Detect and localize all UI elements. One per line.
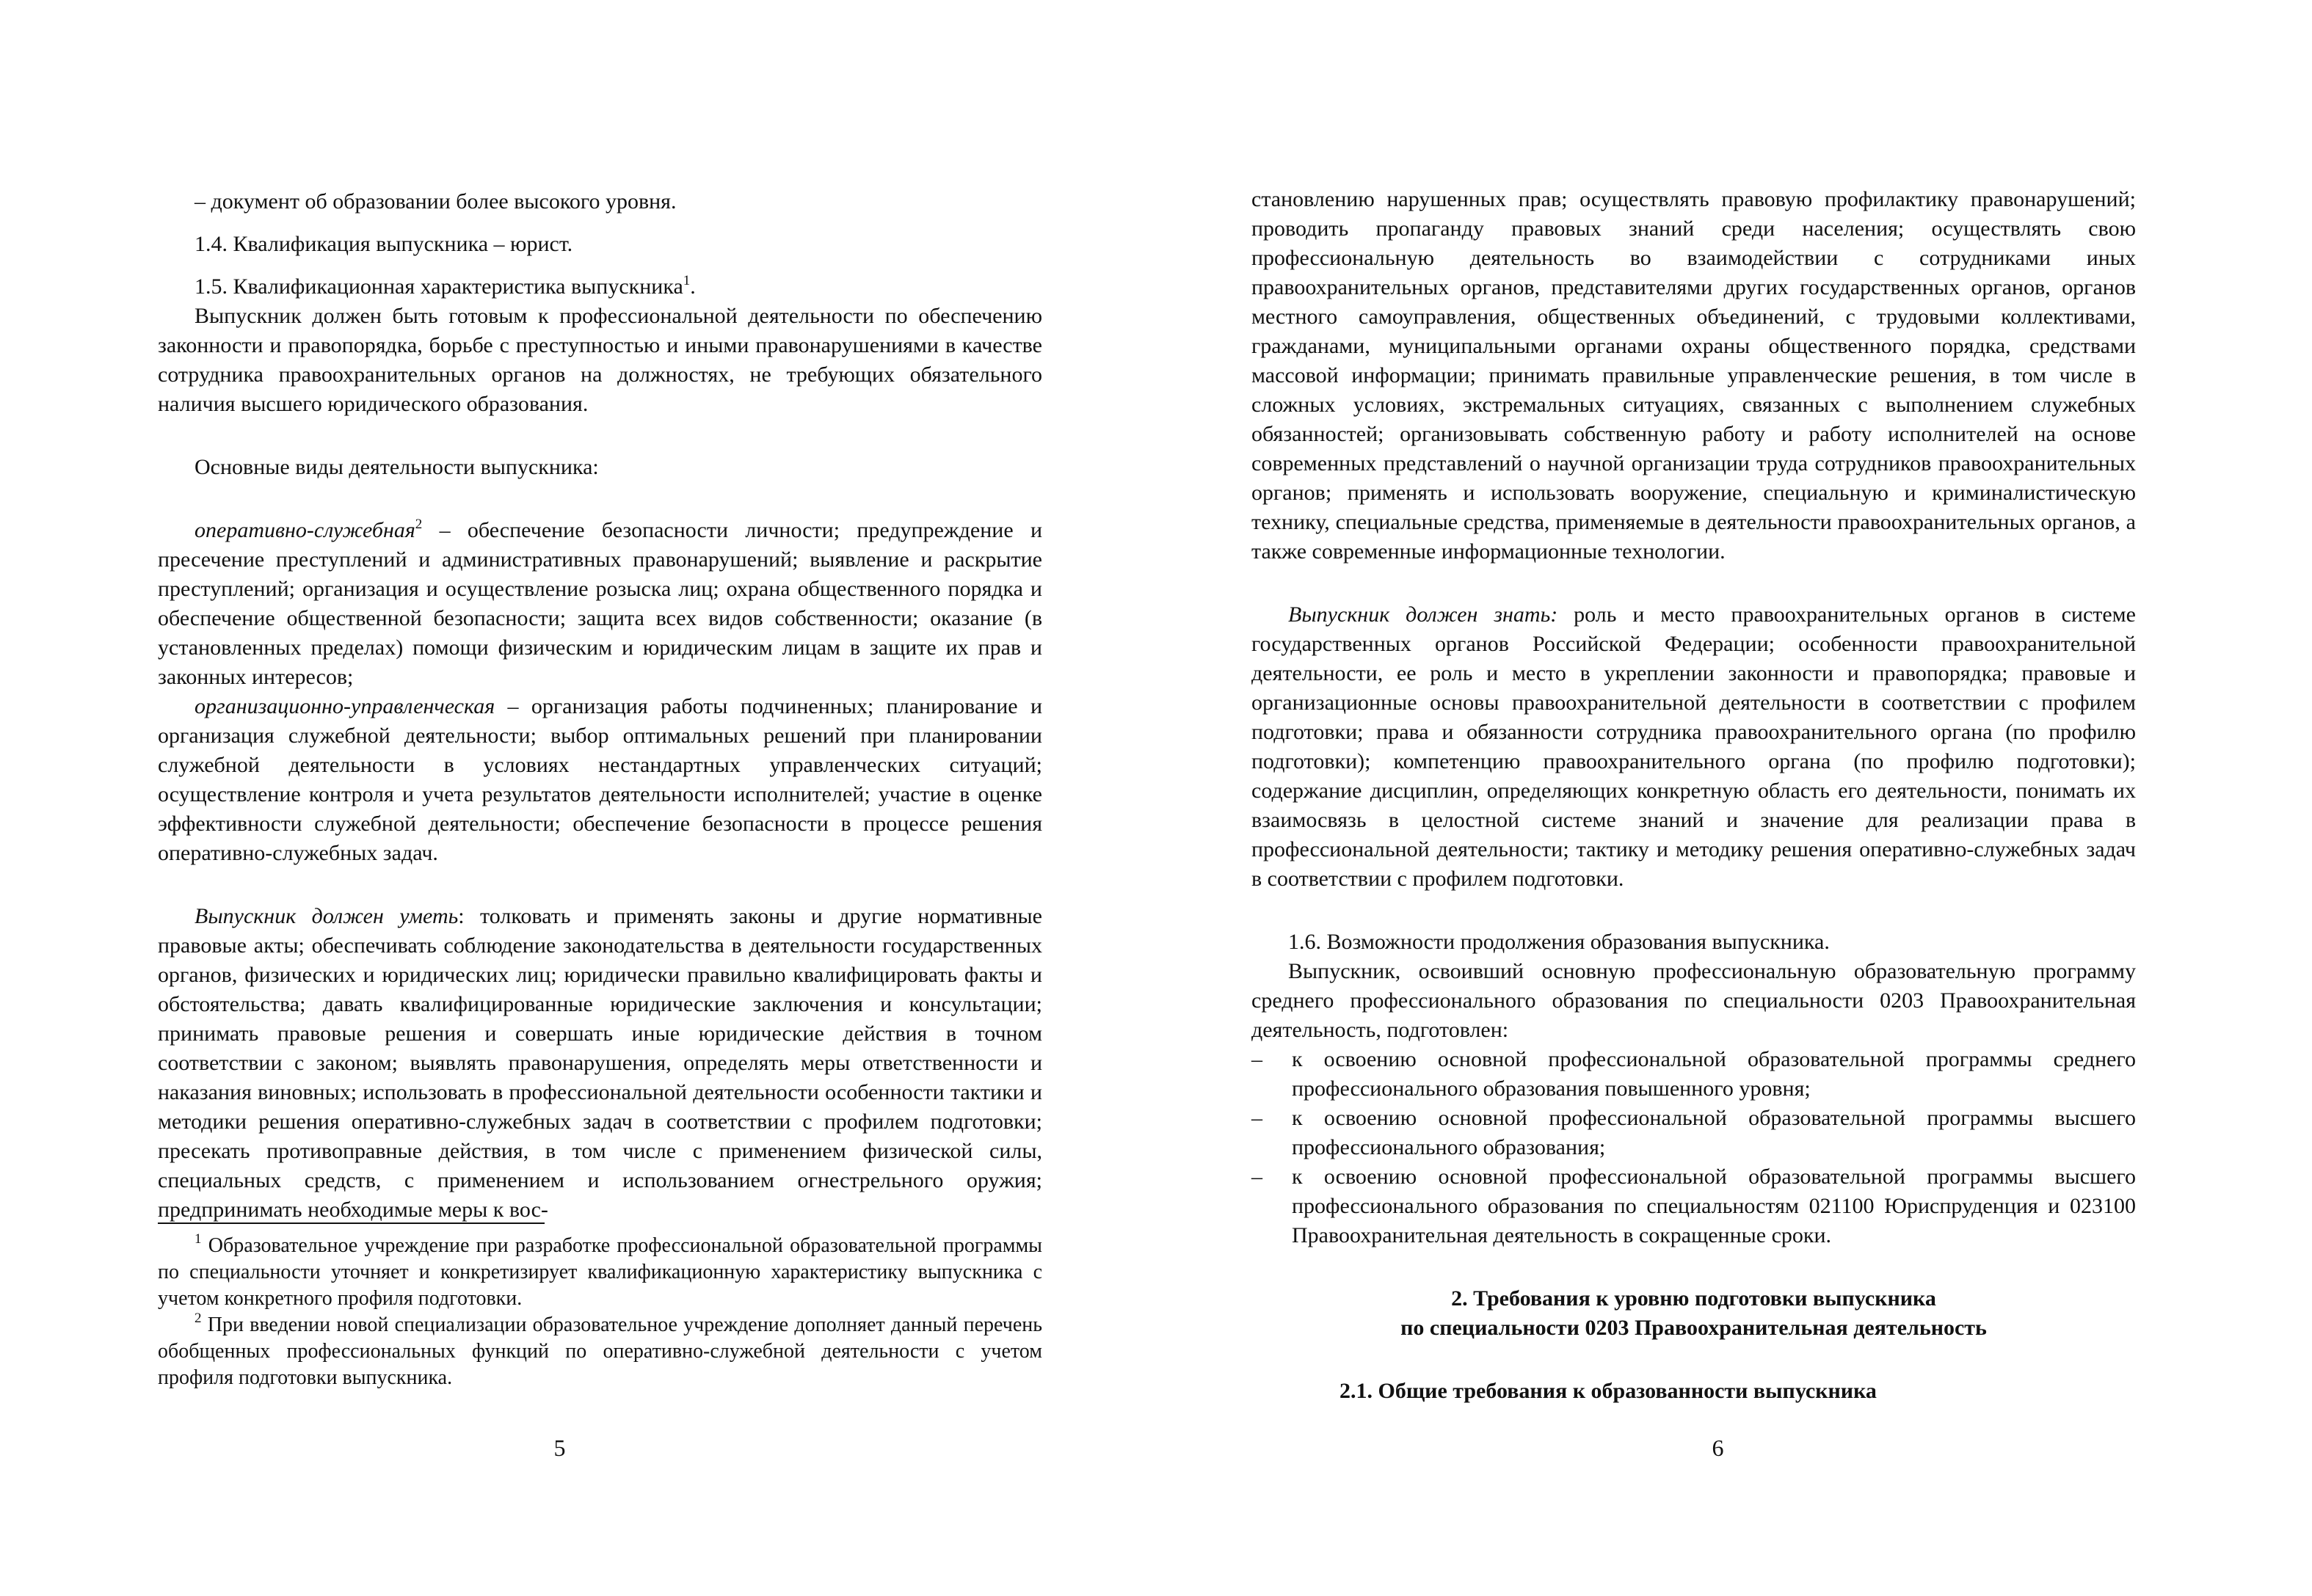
continuing-education-list xyxy=(1251,1045,2136,1250)
list-item xyxy=(1251,1162,2136,1250)
footnote-ref-2: 2 xyxy=(415,517,423,532)
continuation-paragraph: становлению нарушенных прав; осуществлять правовую профилактику правонарушений; проводить пропаганду правовых знаний среди населения; осуществлять свою профессиональную деятельность во взаимодействии с сотрудниками иных правоохранительных органов, представителями других государственных органов, органов местного самоуправления, общественных объединений, с трудовыми коллективами, гражданами, муниципальными органами охраны общественного порядка, средствами массовой информации; принимать правильные управленческие решения, в том числе в сложных условиях, экстремальных ситуациях, связанных с выполнением служебных обязанностей; организовывать собственную работу и работу исполнителей на основе современных представлений о научной организации труда сотрудников правоохранительных органов; применять и использовать вооружение, специальную и криминалистическую технику, специальные средства, применяемые в деятельности правоохранительных органов, а также современные информационные технологии. xyxy=(1251,187,2136,564)
right-page xyxy=(1156,0,2312,1596)
section-heading-line-1: 2. Требования к уровню подготовки выпускника xyxy=(1451,1286,1936,1311)
footnote-separator xyxy=(158,1222,545,1224)
list-item-text: к освоению основной профессиональной образовательной программы высшего профессионального образования; xyxy=(1292,1106,2136,1159)
left-page-body xyxy=(158,187,1042,1225)
knowledge-term: Выпускник должен знать: xyxy=(1288,602,1558,627)
right-page-body xyxy=(1251,185,2136,1406)
knowledge-paragraph xyxy=(1251,600,2136,894)
qualification-characteristic-item xyxy=(158,272,1042,302)
list-item-text: к освоению основной профессиональной образовательной программы высшего профессионального образования по специальностям 021100 Юриспруденция и 023100 Правоохранительная деятельность в сокращенные сроки. xyxy=(1292,1165,2136,1247)
dash-bullet: – xyxy=(1251,1047,1262,1071)
footnote-ref-1: 1 xyxy=(683,273,691,288)
qualification-item: 1.4. Квалификация выпускника – юрист. xyxy=(195,232,573,256)
list-item-text: к освоению основной профессиональной образовательной программы среднего профессионального образования повышенного уровня; xyxy=(1292,1047,2136,1101)
intro-paragraph: Выпускник должен быть готовым к профессиональной деятельности по обеспечению законности и правопорядка, борьбе с преступностью и иными правонарушениями в качестве сотрудника правоохранительных органов на должностях, не требующих обязательного наличия высшего юридического образования. xyxy=(158,304,1042,416)
list-item xyxy=(1251,1104,2136,1162)
dash-bullet: – xyxy=(1251,1106,1262,1130)
item-1-5-text: 1.5. Квалификационная характеристика выпускника xyxy=(195,274,683,299)
skills-text: : толковать и применять законы и другие нормативные правовые акты; обеспечивать соблюдение законодательства в деятельности государственных органов, физических и юридических лиц; юридически правильно квалифицировать факты и обстоятельства; давать квалифицированные юридические заключения и консультации; принимать правовые решения и совершать иные юридические действия в точном соответствии с законом; выявлять правонарушения, определять меры ответственности и наказания виновных; использовать в профессиональной деятельности особенности тактики и методики решения оперативно-служебных задач в соответствии с профилем подготовки; пресекать противоправные действия, в том числе с применением физической силы, специальных средств, с применением и использованием огнестрельного оружия; предпринимать необходимые меры к вос- xyxy=(158,904,1042,1222)
footnotes xyxy=(158,1233,1042,1391)
footnote-2 xyxy=(158,1312,1042,1391)
management-text: – организация работы подчиненных; планирование и организация служебной деятельности; выбор оптимальных решений при планировании служебной деятельности в условиях нестандартных управленческих ситуаций; осуществление контроля и учета результатов деятельности исполнителей; участие в оценке эффективности служебной деятельности; обеспечение безопасности в процессе решения оперативно-служебных задач. xyxy=(158,694,1042,865)
management-term: организационно-управленческая xyxy=(195,694,495,718)
list-item xyxy=(1251,1045,2136,1104)
page-number-left: 5 xyxy=(553,1435,566,1461)
skills-paragraph xyxy=(158,902,1042,1225)
activities-heading: Основные виды деятельности выпускника: xyxy=(195,455,599,479)
footnote-1-text: Образовательное учреждение при разработке профессиональной образовательной программы по специальности уточняет и конкретизирует квалификационную характеристику выпускника с учетом конкретного профиля подготовки. xyxy=(158,1234,1042,1310)
skills-term: Выпускник должен уметь xyxy=(195,904,459,928)
continuing-education-paragraph: Выпускник, освоивший основную профессиональную образовательную программу среднего профессионального образования по специальности 0203 Правоохранительная деятельность, подготовлен: xyxy=(1251,959,2136,1042)
continuing-education-item: 1.6. Возможности продолжения образования выпускника. xyxy=(1288,930,1830,954)
dash-bullet: – xyxy=(1251,1165,1262,1189)
operational-text: – обеспечение безопасности личности; предупреждение и пресечение преступлений и административных правонарушений; выявление и раскрытие преступлений; организация и осуществление розыска лиц; охрана общественного порядка и обеспечение общественной безопасности; защита всех видов собственности; оказание (в установленных пределах) помощи физическим и юридическим лицам в защите их прав и законных интересов; xyxy=(158,518,1042,689)
footnote-2-mark: 2 xyxy=(195,1311,202,1326)
footnote-1 xyxy=(158,1233,1042,1312)
footnote-1-mark: 1 xyxy=(195,1231,202,1247)
operational-term: оперативно-служебная xyxy=(195,518,415,542)
footnote-2-text: При введении новой специализации образовательное учреждение дополняет данный перечень обобщенных профессиональных функций по оперативно-служебной деятельности с учетом профиля подготовки выпускника. xyxy=(158,1313,1042,1389)
subsection-heading: 2.1. Общие требования к образованности выпускника xyxy=(1339,1379,1877,1403)
document-item: – документ об образовании более высокого уровня. xyxy=(195,189,677,214)
management-activity-paragraph xyxy=(158,692,1042,868)
knowledge-text: роль и место правоохранительных органов в системе государственных органов Российской Федерации; особенности правоохранительной деятельности, ее роль и место в укреплении законности и правопорядка; правовые и организационные основы правоохранительной деятельности в соответствии с профилем подготовки; права и обязанности сотрудника правоохранительного органа (по профилю подготовки); компетенцию правоохранительного органа (по профилю подготовки); содержание дисциплин, определяющих конкретную область его деятельности, понимать их взаимосвязь в целостной системе знаний и значение для реализации права в профессиональной деятельности; тактику и методику решения оперативно-служебных задач в соответствии с профилем подготовки. xyxy=(1251,602,2136,891)
item-1-5-end: . xyxy=(690,274,696,299)
page-number-right: 6 xyxy=(1712,1435,1724,1461)
operational-activity-paragraph xyxy=(158,516,1042,692)
section-heading-line-2: по специальности 0203 Правоохранительная деятельность xyxy=(1400,1316,1987,1340)
